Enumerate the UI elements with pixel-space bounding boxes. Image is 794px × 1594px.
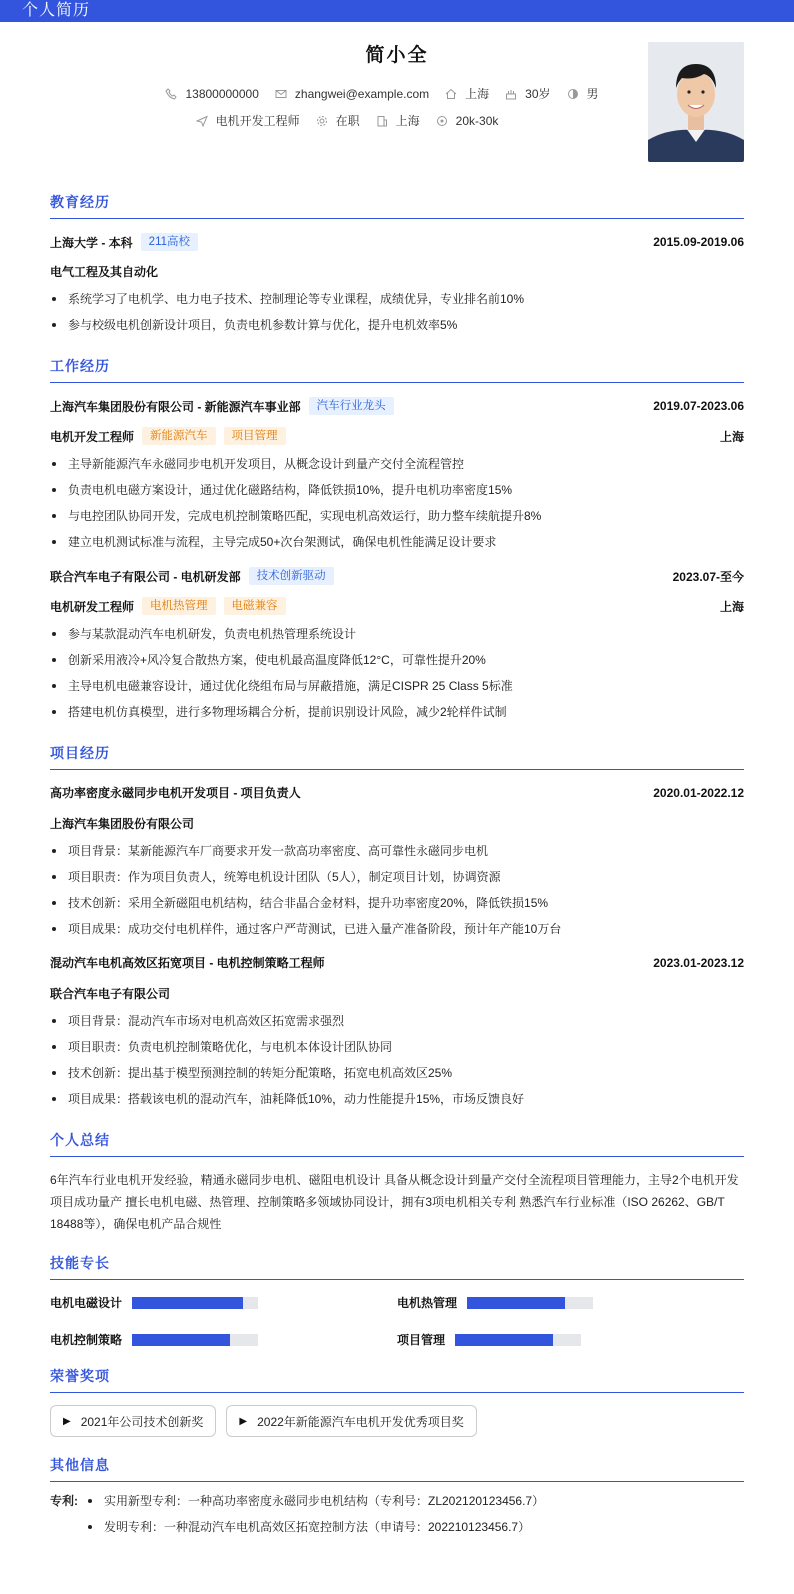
- list-item: 实用新型专利：一种高功率密度永磁同步电机结构（专利号：ZL202120123456.7）: [86, 1488, 544, 1514]
- page-header-bar: [0, 0, 794, 22]
- skill-item: [50, 1331, 397, 1348]
- project-entry: [50, 954, 744, 1112]
- skill-item: [50, 1294, 397, 1311]
- age-item: [505, 85, 550, 102]
- skill-bar: [467, 1297, 593, 1309]
- work-title: 工作经历: [50, 356, 744, 383]
- award-item: [226, 1405, 476, 1437]
- profile-header: [50, 22, 744, 162]
- play-icon: ▶: [63, 1415, 71, 1427]
- patents-row: [50, 1488, 744, 1540]
- job-bullets: [50, 451, 744, 555]
- home-icon: [445, 88, 457, 100]
- award-item: [50, 1405, 216, 1437]
- cake-icon: [505, 88, 517, 100]
- list-item: 参与某款混动汽车电机研发，负责电机热管理系统设计: [50, 621, 744, 647]
- status-item: [316, 112, 360, 129]
- award-text: 2021年公司技术创新奖: [80, 1414, 204, 1429]
- job-bullets: [50, 621, 744, 725]
- job-header: [50, 397, 744, 415]
- skill-bar: [132, 1334, 258, 1346]
- skill-bar-fill: [132, 1334, 230, 1346]
- project-name: 高功率密度永磁同步电机开发项目 - 项目负责人: [50, 786, 301, 800]
- home-text: 上海: [465, 87, 490, 101]
- skill-name: 电机电磁设计: [50, 1296, 123, 1310]
- email-item: [275, 87, 429, 101]
- gear-icon: [316, 115, 328, 127]
- company-tag: 汽车行业龙头: [309, 397, 394, 415]
- project-org: 联合汽车电子有限公司: [50, 987, 171, 1001]
- skills-section: [50, 1253, 744, 1348]
- summary-section: [50, 1130, 744, 1235]
- role-row: [50, 427, 744, 445]
- company-name: 联合汽车电子有限公司 - 电机研发部: [50, 569, 241, 584]
- role-tag: 新能源汽车: [142, 427, 216, 445]
- skill-item: [397, 1294, 744, 1311]
- major-row: [50, 263, 744, 280]
- major-name: 电气工程及其自动化: [50, 265, 159, 279]
- job-header: [50, 567, 744, 585]
- school-name: 上海大学 - 本科: [50, 235, 133, 250]
- list-item: 技术创新：提出基于模型预测控制的转矩分配策略，拓宽电机高效区25%: [50, 1060, 744, 1086]
- skills-grid: [50, 1294, 744, 1348]
- play-icon: ▶: [239, 1415, 248, 1427]
- job-location: 上海: [719, 599, 744, 614]
- job-date: 2023.07-至今: [672, 569, 744, 584]
- profile-photo: [648, 42, 744, 162]
- patents-list: [86, 1488, 544, 1540]
- role-tag: 项目管理: [224, 427, 286, 445]
- list-item: 创新采用液冷+风冷复合散热方案，使电机最高温度降低12°C，可靠性提升20%: [50, 647, 744, 673]
- job-location: 上海: [719, 429, 744, 444]
- age-text: 30岁: [525, 87, 551, 101]
- role-name: 电机研发工程师: [50, 599, 135, 614]
- skill-name: 电机控制策略: [50, 1333, 123, 1347]
- list-item: 搭建电机仿真模型，进行多物理场耦合分析，提前识别设计风险，减少2轮样件试制: [50, 699, 744, 725]
- work-section: [50, 356, 744, 725]
- award-text: 2022年新能源汽车电机开发优秀项目奖: [257, 1414, 464, 1429]
- list-item: 技术创新：采用全新磁阻电机结构，结合非晶合金材料，提升功率密度20%，降低铁损15%: [50, 890, 744, 916]
- list-item: 系统学习了电机学、电力电子技术、控制理论等专业课程，成绩优异，专业排名前10%: [50, 286, 744, 312]
- mail-icon: [275, 88, 287, 100]
- project-org: 上海汽车集团股份有限公司: [50, 817, 195, 831]
- awards-section: [50, 1366, 744, 1437]
- coin-icon: [436, 115, 448, 127]
- other-section: [50, 1455, 744, 1540]
- skill-name: 项目管理: [397, 1333, 446, 1347]
- education-date: 2015.09-2019.06: [653, 235, 744, 249]
- resume-title: 个人简历: [22, 2, 91, 19]
- city-item: [376, 112, 420, 129]
- projects-section: [50, 743, 744, 1112]
- awards-list: [50, 1405, 744, 1437]
- project-org-row: [50, 985, 744, 1002]
- home-item: [445, 85, 489, 102]
- list-item: 项目成果：搭载该电机的混动汽车，油耗降低10%，动力性能提升15%，市场反馈良好: [50, 1086, 744, 1112]
- skills-title: 技能专长: [50, 1253, 744, 1280]
- phone-item: [165, 87, 258, 101]
- status-text: 在职: [335, 114, 360, 128]
- project-date: 2023.01-2023.12: [653, 955, 744, 970]
- contact-row: [20, 85, 744, 102]
- project-org-row: [50, 815, 744, 832]
- skill-bar-fill: [132, 1297, 243, 1309]
- city-text: 上海: [395, 114, 420, 128]
- skill-item: [397, 1331, 744, 1348]
- list-item: 项目职责：负责电机控制策略优化，与电机本体设计团队协同: [50, 1034, 744, 1060]
- skill-name: 电机热管理: [397, 1296, 458, 1310]
- other-title: 其他信息: [50, 1455, 744, 1482]
- project-bullets: [50, 838, 744, 942]
- phone-text: 13800000000: [185, 86, 259, 101]
- education-bullets: [50, 286, 744, 338]
- send-icon: [196, 115, 208, 127]
- project-header: [50, 784, 744, 801]
- list-item: 建立电机测试标准与流程，主导完成50+次台架测试，确保电机性能满足设计要求: [50, 529, 744, 555]
- gender-icon: [567, 88, 579, 100]
- projects-title: 项目经历: [50, 743, 744, 770]
- awards-title: 荣誉奖项: [50, 1366, 744, 1393]
- role-tag: 电磁兼容: [224, 597, 286, 615]
- list-item: 参与校级电机创新设计项目，负责电机参数计算与优化，提升电机效率5%: [50, 312, 744, 338]
- list-item: 与电控团队协同开发，完成电机控制策略匹配，实现电机高效运行，助力整车续航提升8%: [50, 503, 744, 529]
- project-bullets: [50, 1008, 744, 1112]
- summary-title: 个人总结: [50, 1130, 744, 1157]
- education-section: [50, 192, 744, 338]
- building-icon: [376, 115, 388, 127]
- project-header: [50, 954, 744, 971]
- job-intent-row: [0, 112, 744, 129]
- list-item: 主导新能源汽车永磁同步电机开发项目，从概念设计到量产交付全流程管控: [50, 451, 744, 477]
- candidate-name: 简小全: [365, 45, 429, 66]
- list-item: 主导电机电磁兼容设计，通过优化绕组布局与屏蔽措施，满足CISPR 25 Class 5标准: [50, 673, 744, 699]
- job-entry: [50, 567, 744, 725]
- role-row: [50, 597, 744, 615]
- position-item: [196, 112, 300, 129]
- project-entry: [50, 784, 744, 942]
- job-date: 2019.07-2023.06: [653, 399, 744, 413]
- education-title: 教育经历: [50, 192, 744, 219]
- skill-bar: [455, 1334, 581, 1346]
- school-tag: 211高校: [141, 233, 198, 251]
- role-tag: 电机热管理: [142, 597, 216, 615]
- project-name: 混动汽车电机高效区拓宽项目 - 电机控制策略工程师: [50, 956, 325, 970]
- phone-icon: [165, 88, 177, 100]
- position-text: 电机开发工程师: [215, 114, 300, 128]
- salary-text: 20k-30k: [455, 113, 499, 128]
- summary-text: 6年汽车行业电机开发经验，精通永磁同步电机、磁阻电机设计 具备从概念设计到量产交付全流程项目管理能力，主导2个电机开发项目成功量产 擅长电机电磁、热管理、控制策略多领域协同设计，拥有3项电机相关专利 熟悉汽车行业标准（ISO 26262、GB/T 18488等），确保电机产品合规性: [50, 1173, 739, 1231]
- list-item: 项目职责：作为项目负责人，统筹电机设计团队（5人），制定项目计划，协调资源: [50, 864, 744, 890]
- list-item: 项目背景：混动汽车市场对电机高效区拓宽需求强烈: [50, 1008, 744, 1034]
- role-name: 电机开发工程师: [50, 429, 135, 444]
- skill-bar: [132, 1297, 258, 1309]
- job-entry: [50, 397, 744, 555]
- skill-bar-fill: [467, 1297, 565, 1309]
- education-row: [50, 233, 744, 251]
- company-name: 上海汽车集团股份有限公司 - 新能源汽车事业部: [50, 399, 301, 414]
- skill-bar-fill: [455, 1334, 553, 1346]
- email-text: zhangwei@example.com: [294, 86, 430, 101]
- company-tag: 技术创新驱动: [249, 567, 334, 585]
- gender-item: [567, 85, 599, 102]
- list-item: 负责电机电磁方案设计，通过优化磁路结构，降低铁损10%，提升电机功率密度15%: [50, 477, 744, 503]
- gender-text: 男: [586, 87, 599, 101]
- list-item: 发明专利：一种混动汽车电机高效区拓宽控制方法（申请号：202210123456.7）: [86, 1514, 544, 1540]
- list-item: 项目成果：成功交付电机样件，通过客户严苛测试，已进入量产准备阶段，预计年产能10万台: [50, 916, 744, 942]
- salary-item: [436, 114, 499, 128]
- list-item: 项目背景：某新能源汽车厂商要求开发一款高功率密度、高可靠性永磁同步电机: [50, 838, 744, 864]
- patents-label: 专利:: [50, 1494, 78, 1508]
- project-date: 2020.01-2022.12: [653, 785, 744, 800]
